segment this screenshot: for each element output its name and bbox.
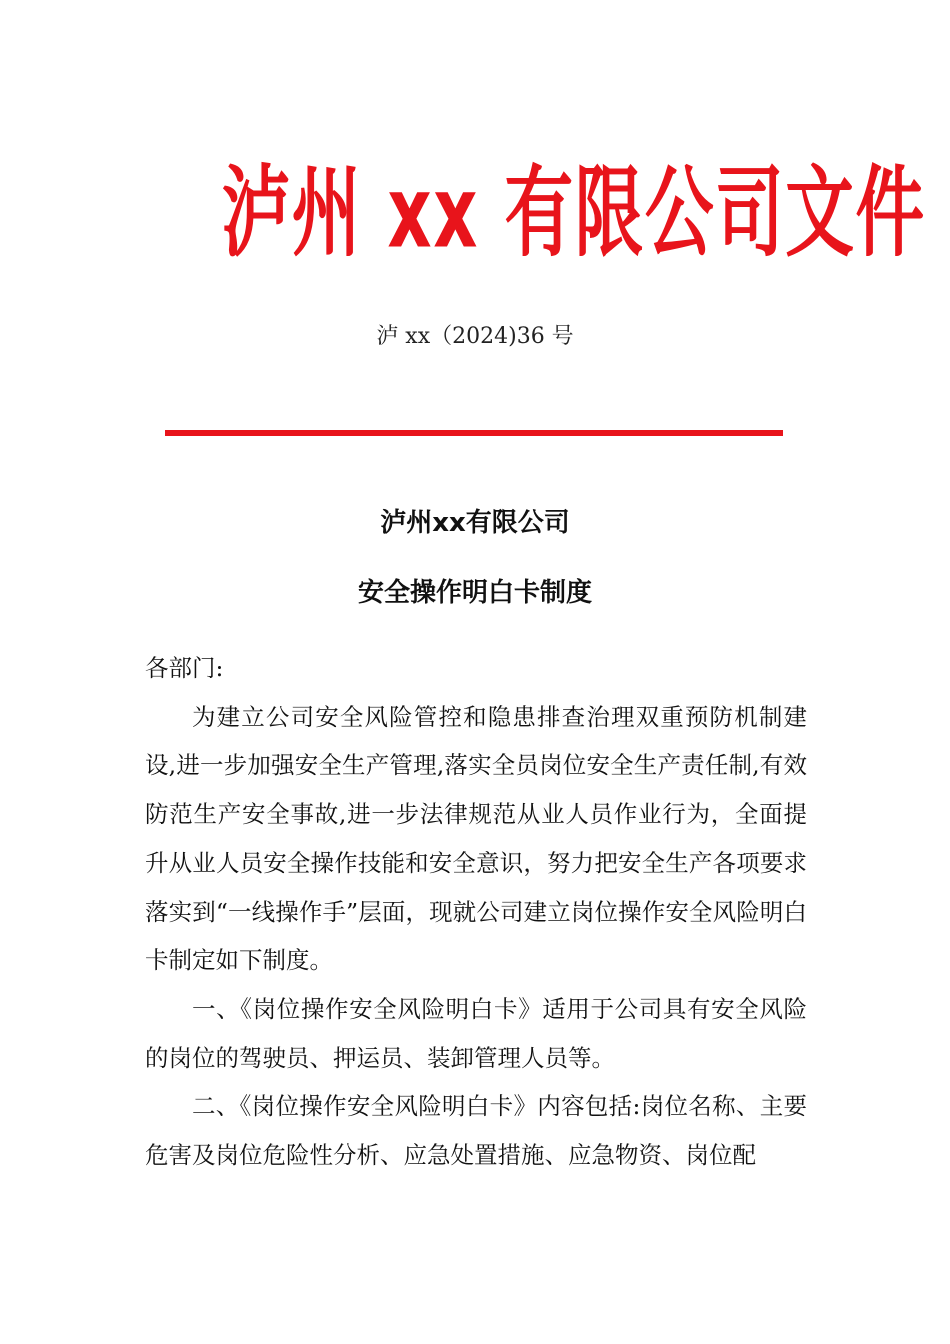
red-divider-rule — [165, 430, 783, 436]
document-number: 泸 xx（2024)36 号 — [376, 324, 574, 349]
body-paragraph-item-2: 二、《岗位操作安全风险明白卡》内容包括:岗位名称、主要危害及岗位危险性分析、应急处置措施、应急物资、岗位配 — [145, 1092, 807, 1170]
document-body — [145, 644, 807, 1180]
document-title-company: 泸州xx有限公司 — [380, 508, 570, 538]
body-paragraph-item-1: 一、《岗位操作安全风险明白卡》适用于公司具有安全风险的岗位的驾驶员、押运员、装卸管理人员等。 — [145, 994, 807, 1072]
document-title-subject: 安全操作明白卡制度 — [357, 578, 592, 608]
salutation: 各部门: — [145, 654, 224, 682]
body-paragraph-intro: 为建立公司安全风险管控和隐患排查治理双重预防机制建设,进一步加强安全生产管理,落实全员岗位安全生产责任制,有效防范生产安全事故,进一步法律规范从业人员作业行为，全面提升从业人员安全操作技能和安全意识，努力把安全生产各项要求落实到“一线操作手”层面，现就公司建立岗位操作安全风险明白卡制定如下制度。 — [145, 702, 807, 975]
masthead-title: 泸州 xx 有限公司文件 — [221, 154, 926, 270]
